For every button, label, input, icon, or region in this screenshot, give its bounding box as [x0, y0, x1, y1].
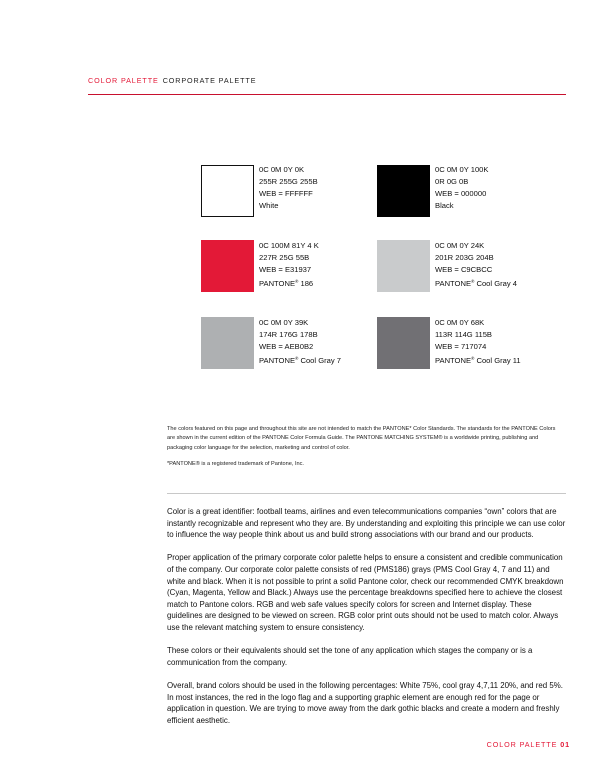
swatch-cool-gray-4 — [377, 240, 430, 292]
spec-pantone: PANTONE® Cool Gray 11 — [435, 356, 521, 365]
spec-red — [259, 240, 379, 290]
section-title: COLOR PALETTE — [88, 76, 159, 85]
header-rule — [88, 94, 566, 95]
spec-white — [259, 164, 379, 212]
spec-cmyk: 0C 0M 0Y 0K — [259, 165, 305, 174]
disclaimer-text: The colors featured on this page and throughout this site are not intended to match the PANTONE* Color Standards. The standards for the PANTONE Colors are shown in the current edition of the PANTONE Color Formula Guide. The PANTONE MATCHING SYSTEM® is a worldwide printing, publishing and packaging color language for the selection, marketing and control of color. — [167, 426, 556, 451]
spec-web: WEB = AEB0B2 — [259, 342, 314, 351]
page-header — [88, 76, 256, 85]
spec-rgb: 255R 255G 255B — [259, 177, 318, 186]
body-copy — [167, 506, 567, 738]
spec-rgb: 0R 0G 0B — [435, 177, 469, 186]
spec-cmyk: 0C 0M 0Y 39K — [259, 318, 309, 327]
page-number: 01 — [560, 740, 570, 749]
spec-web: WEB = 000000 — [435, 189, 487, 198]
subsection-title: CORPORATE PALETTE — [162, 76, 257, 85]
spec-cool-gray-4 — [435, 240, 555, 290]
spec-rgb: 174R 176G 178B — [259, 330, 318, 339]
paragraph: Proper application of the primary corporate color palette helps to ensure a consistent and credible communication of the company. Our corporate color palette consists of red (PMS186) grays (PMS Cool Gray 4, 7 and 11) and white and black. When it is not possible to print a solid Pantone color, check our recommended CMYK breakdown (Cyan, Magenta, Yellow and Black.) Always use the percentage breakdowns specified here to achieve the closest match to Pantone colors. RGB and web safe values specify colors for screen and Internet display. These guidelines are designed to be viewed on screen. RGB color print outs should not be used to match color. Always use the relevant matching system to ensure consistency. — [167, 553, 564, 632]
paragraph: Overall, brand colors should be used in the following percentages: White 75%, cool gray 4,7,11 20%, and red 5%. In most instances, the red in the logo flag and a supporting graphic element are enough red for the page or application in question. We are trying to move away from the dark gothic blacks and create a modern and freshly efficient aesthetic. — [167, 680, 563, 725]
spec-web: WEB = FFFFFF — [259, 189, 313, 198]
spec-pantone: PANTONE® 186 — [259, 279, 314, 288]
spec-label: Black — [435, 201, 454, 210]
trademark-note: *PANTONE® is a registered trademark of Pantone, Inc. — [167, 460, 304, 467]
swatch-cool-gray-11 — [377, 317, 430, 369]
paragraph: These colors or their equivalents should set the tone of any application which stages the company or is a communication from the company. — [167, 646, 533, 667]
spec-pantone: PANTONE® Cool Gray 7 — [259, 356, 341, 365]
spec-rgb: 113R 114G 115B — [435, 330, 492, 339]
spec-rgb: 201R 203G 204B — [435, 253, 494, 262]
spec-web: WEB = 717074 — [435, 342, 487, 351]
spec-cmyk: 0C 0M 0Y 68K — [435, 318, 485, 327]
pantone-disclaimer — [167, 425, 559, 476]
spec-cmyk: 0C 100M 81Y 4 K — [259, 241, 319, 250]
spec-cool-gray-11 — [435, 317, 555, 367]
section-divider — [167, 493, 566, 494]
spec-cmyk: 0C 0M 0Y 100K — [435, 165, 489, 174]
swatch-cool-gray-7 — [201, 317, 254, 369]
swatch-white — [201, 165, 254, 217]
spec-cmyk: 0C 0M 0Y 24K — [435, 241, 485, 250]
spec-web: WEB = C9CBCC — [435, 265, 493, 274]
spec-label: White — [259, 201, 279, 210]
spec-rgb: 227R 25G 55B — [259, 253, 310, 262]
paragraph: Color is a great identifier: football teams, airlines and even telecommunications companies “own” colors that are instantly recognizable and represent who they are. By understanding and exploiting this principle we can use color to influence the way people think about us and build strong associations with our brand and our products. — [167, 507, 566, 540]
swatch-red — [201, 240, 254, 292]
swatch-black — [377, 165, 430, 217]
spec-pantone: PANTONE® Cool Gray 4 — [435, 279, 517, 288]
spec-black — [435, 164, 555, 212]
spec-cool-gray-7 — [259, 317, 379, 367]
spec-web: WEB = E31937 — [259, 265, 312, 274]
page-footer — [487, 740, 570, 749]
footer-label: COLOR PALETTE — [486, 740, 558, 749]
